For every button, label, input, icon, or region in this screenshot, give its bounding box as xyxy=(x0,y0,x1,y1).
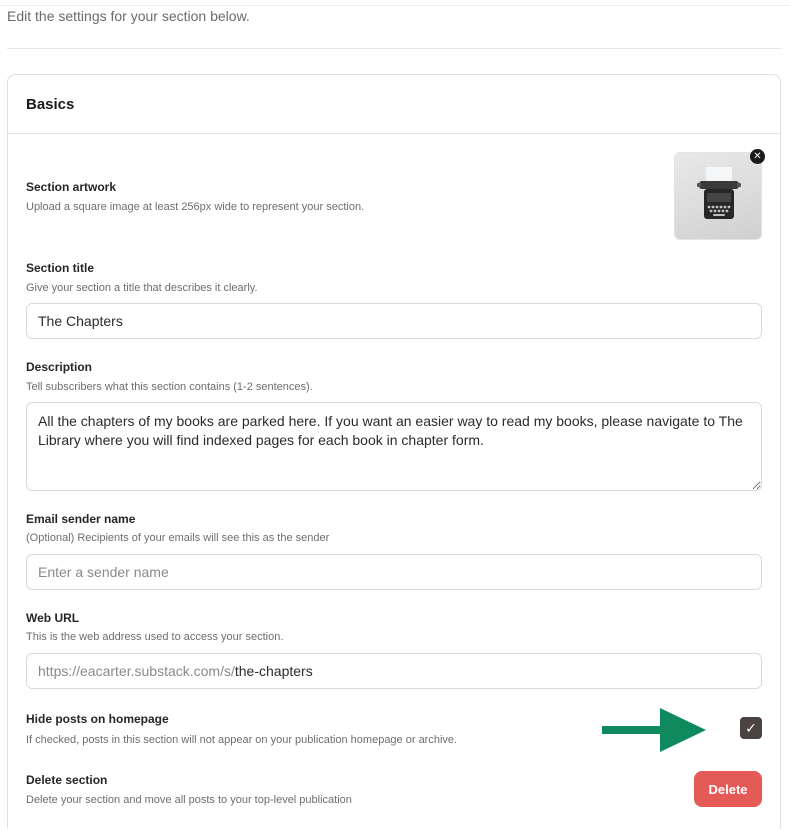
sender-name-input[interactable] xyxy=(26,554,762,590)
delete-section-label: Delete section xyxy=(26,773,108,787)
section-artwork-image[interactable] xyxy=(674,152,762,240)
section-title-label: Section title xyxy=(26,261,95,275)
sender-name-label: Email sender name xyxy=(26,512,136,526)
page-intro: Edit the settings for your section below. xyxy=(7,8,250,24)
delete-section-help: Delete your section and move all posts to your top-level publication xyxy=(26,794,352,806)
hide-posts-help: If checked, posts in this section will not appear on your publication homepage or archive. xyxy=(26,734,458,746)
card-header xyxy=(8,75,780,134)
description-label: Description xyxy=(26,360,93,374)
green-arrow-icon xyxy=(600,706,708,754)
delete-button[interactable]: Delete xyxy=(694,771,762,807)
web-url-prefix: https://eacarter.substack.com/s/ xyxy=(38,663,235,679)
top-divider xyxy=(0,5,790,6)
web-url-label: Web URL xyxy=(26,611,80,625)
section-title-help: Give your section a title that describes it clearly. xyxy=(26,282,258,294)
card-title: Basics xyxy=(26,96,75,113)
web-url-help: This is the web address used to access your section. xyxy=(26,631,284,643)
sender-name-help: (Optional) Recipients of your emails will see this as the sender xyxy=(26,532,330,544)
web-url-slug: the-chapters xyxy=(234,663,313,679)
web-url-input[interactable] xyxy=(26,653,762,689)
artwork-help: Upload a square image at least 256px wide to represent your section. xyxy=(26,201,365,213)
remove-artwork-button[interactable]: ✕ xyxy=(750,149,765,164)
typewriter-icon xyxy=(675,153,762,240)
hide-posts-label: Hide posts on homepage xyxy=(26,712,169,726)
artwork-label: Section artwork xyxy=(26,180,117,194)
intro-divider xyxy=(7,48,781,49)
description-help: Tell subscribers what this section contains (1-2 sentences). xyxy=(26,381,313,393)
hide-posts-checkbox[interactable]: ✓ xyxy=(740,717,762,739)
section-title-input[interactable] xyxy=(26,303,762,339)
description-textarea[interactable] xyxy=(26,402,762,491)
